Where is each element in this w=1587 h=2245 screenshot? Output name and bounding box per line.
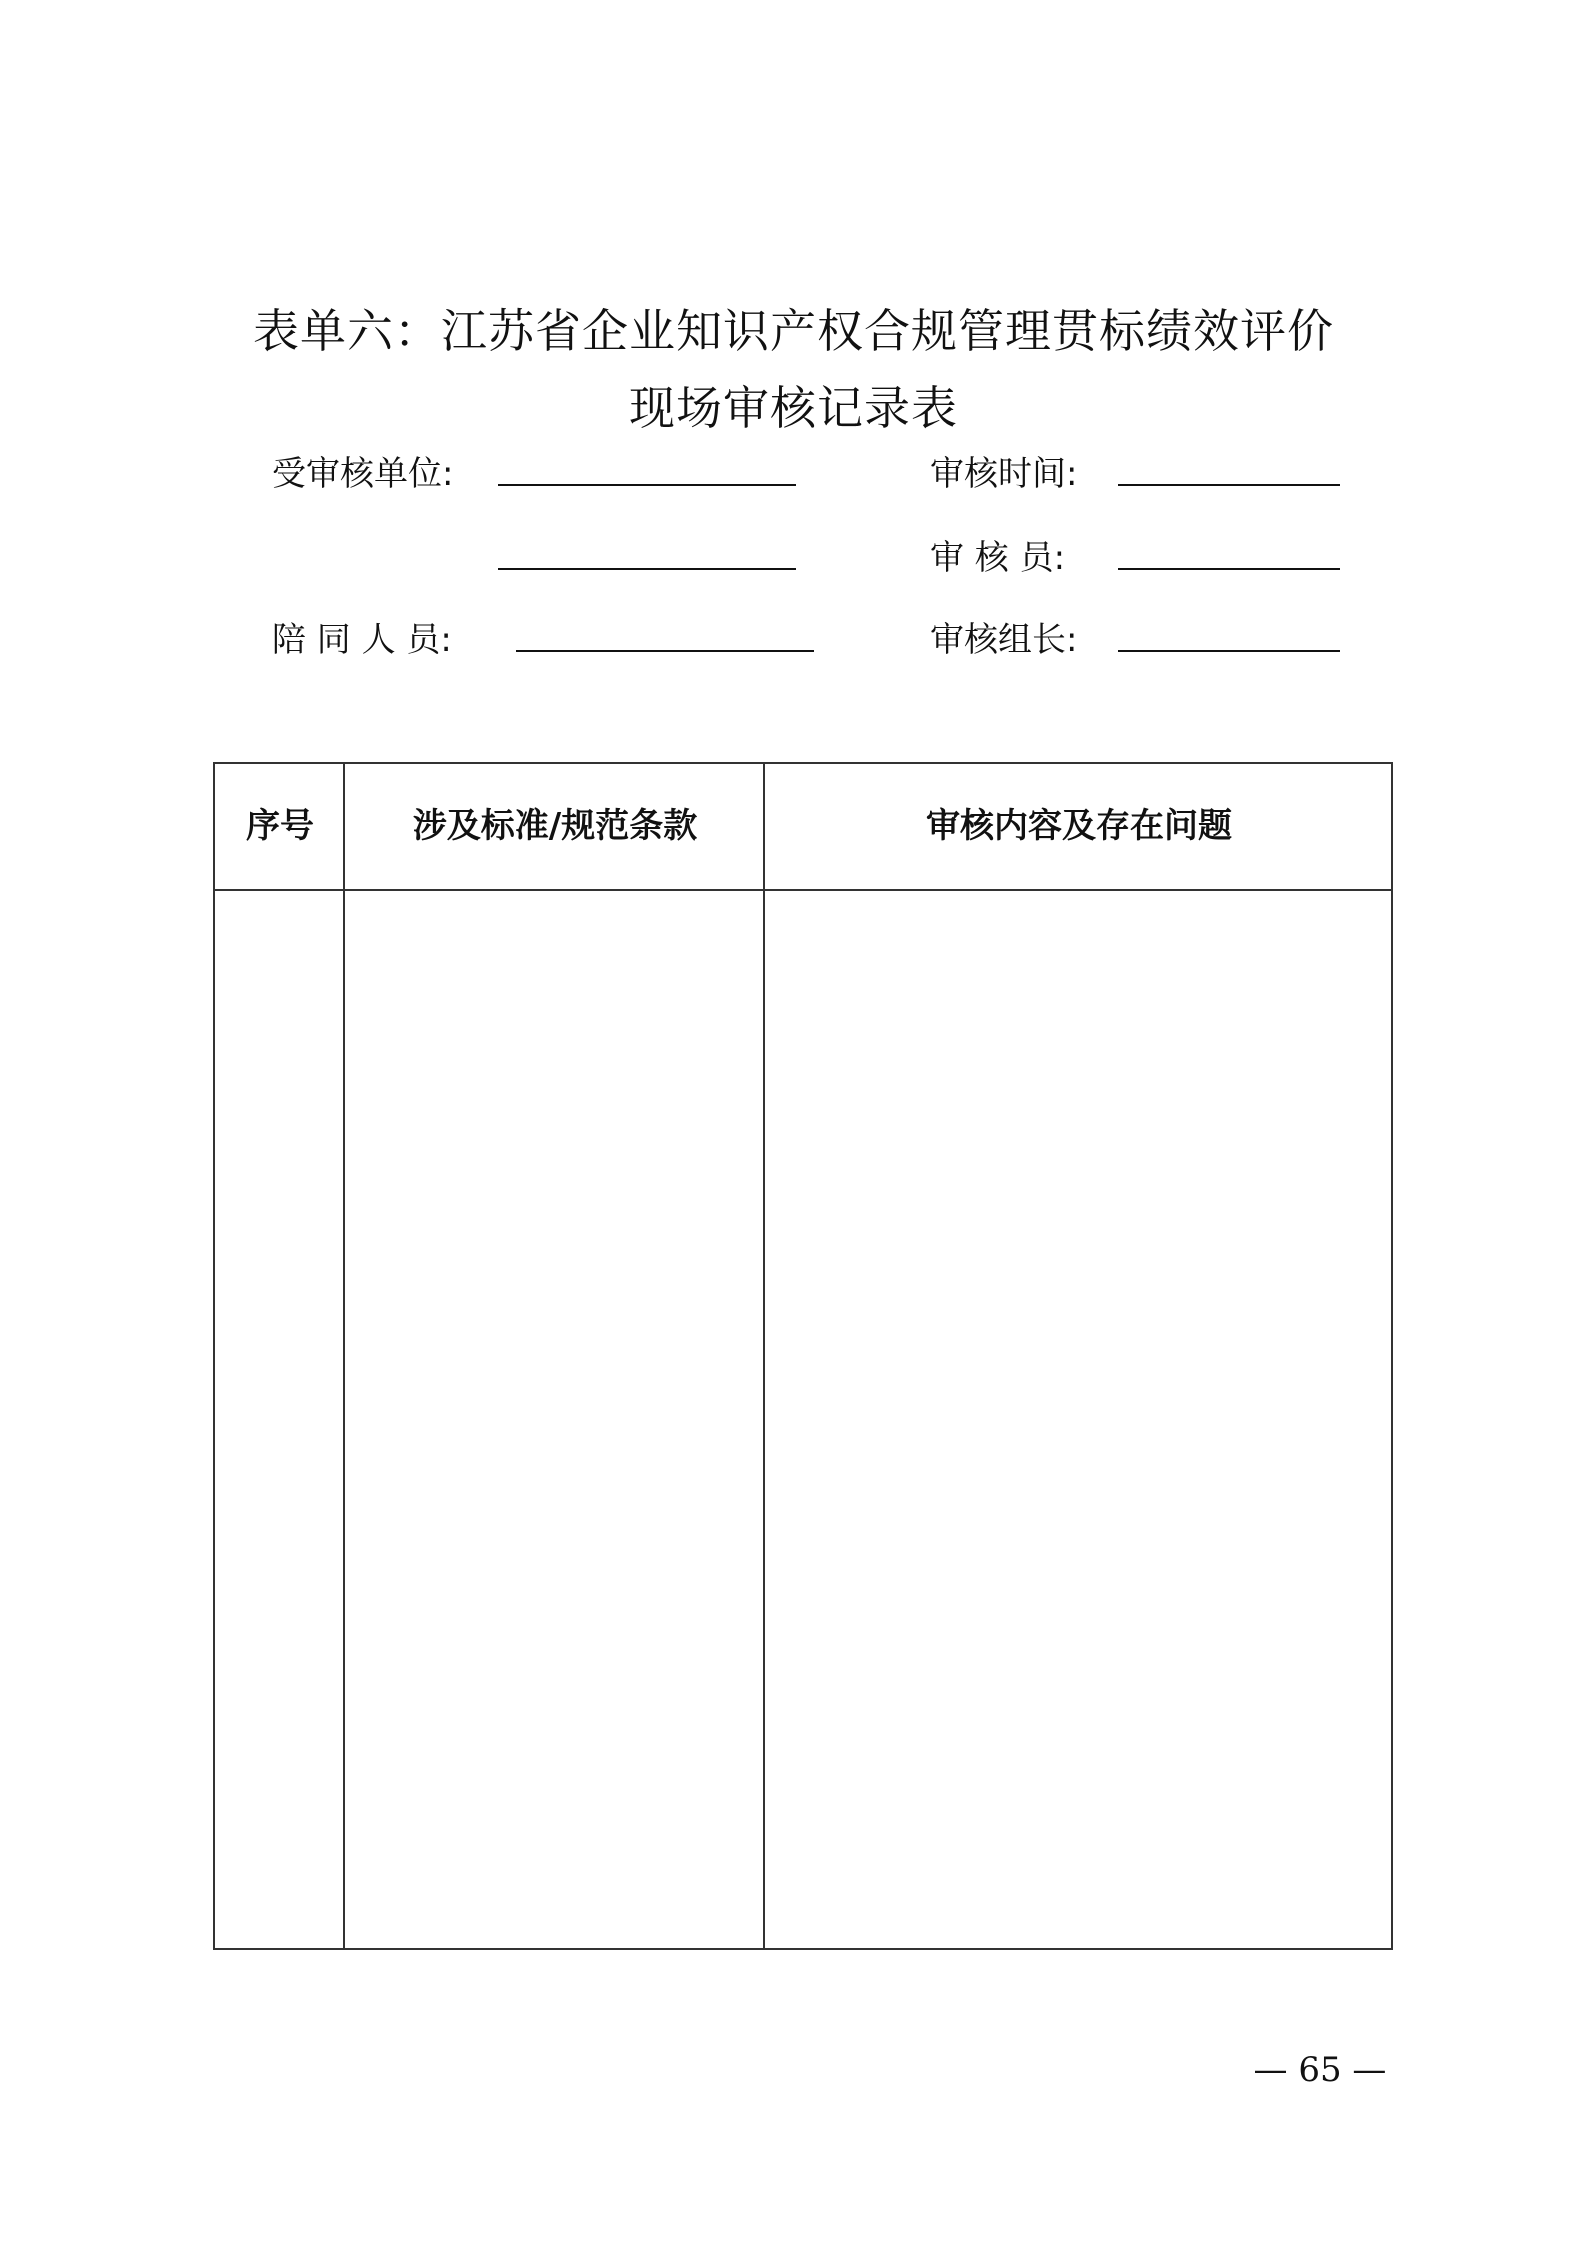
serial-number-cell[interactable]	[215, 891, 343, 1948]
audited-unit-field-line-2[interactable]	[498, 568, 796, 570]
audit-content-cell[interactable]	[765, 891, 1391, 1948]
auditor-field[interactable]	[1118, 568, 1340, 570]
audit-record-table	[213, 762, 1393, 1950]
header-standard-clause: 涉及标准/规范条款	[412, 806, 698, 846]
audit-leader-label: 审核组长:	[930, 620, 1078, 660]
header-serial-number: 序号	[246, 806, 314, 846]
standard-clause-cell[interactable]	[345, 891, 763, 1948]
header-audit-content-issues: 审核内容及存在问题	[926, 806, 1232, 846]
audited-unit-field[interactable]	[498, 484, 796, 486]
audit-time-field[interactable]	[1118, 484, 1340, 486]
accompanying-staff-field[interactable]	[516, 650, 814, 652]
audit-leader-field[interactable]	[1118, 650, 1340, 652]
document-title-line-2: 现场审核记录表	[629, 381, 958, 435]
audit-time-label: 审核时间:	[930, 454, 1078, 494]
accompanying-staff-label: 陪 同 人 员:	[272, 620, 452, 660]
page-number: — 65 —	[1253, 2050, 1387, 2090]
audited-unit-label: 受审核单位:	[272, 454, 454, 494]
document-title-line-1: 表单六：江苏省企业知识产权合规管理贯标绩效评价	[253, 304, 1334, 358]
auditor-label: 审 核 员:	[930, 538, 1066, 578]
